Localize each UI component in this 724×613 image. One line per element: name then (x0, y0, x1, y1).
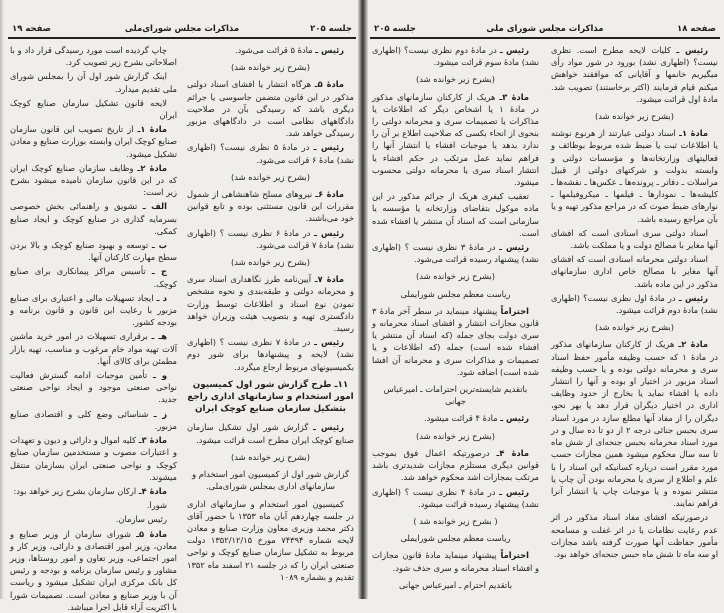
speaker-or-article-label: هـ ـ (151, 331, 167, 342)
paragraph-text: شورا. (146, 500, 167, 511)
speaker-or-article-label: مادهٔ ۳ـ (138, 435, 168, 446)
paragraph-text: هریک از کارکنان سازمانهای مذکور در مادهٔ ۱ یا اشخاص دیگر که اطلاعات یا مذاکرات یا تصمیمات سری و محرمانه دولتی را بنحوی از انحاء بکسی که صلاحیت اطلاع بر آن را ندارد بدهد یا موجبات افشاء یا انتشار آنها را فراهم نماید عمل مرتکب در حکم افشاء یا انتشار اسناد سری یا محرمانه دولتی محسوب میشود. (372, 91, 539, 188)
paragraph-text: گزارش شور اول از کمیسیون امور استخدام و سازمانهای اداری بمجلس شورای‌ملی. (192, 469, 349, 492)
speaker-or-article-label: رئیس ـ (499, 486, 529, 497)
paragraph-text: هریک از کارکنان سازمانهای مذکور در مادهٔ ۱ که حسب وظیفه مأمور حفظ اسناد سری و محرمانه دولتی بوده و یا حسب وظیفه اسناد مزبور در اختیار او بوده و آنها را انتشار داده یا افشاء نماید یا بخارج از حدود وظایف اداری در اختیار دیگران قرار دهد یا بهر نحو، دیگران را از مفاد آنها مطلع سازد در مورد اسناد سری بحبس جنائی درجه ۲ از دو تا ده سال و در مورد اسناد محرمانه بحبس جنحه‌ای از شش ماه تا سه سال محکوم میشود همین مجازات حسب مورد مقرر است درباره کسانیکه این اسناد را با علم و اطلاع از سری یا محرمانه بودن آن چاپ یا منتشر نموده و یا موجبات چاپ یا انتشار آنرا فراهم نمایند. (551, 339, 719, 509)
paragraph-text: (بشرح زیر خوانده شد) (416, 271, 495, 282)
paragraph (187, 421, 354, 445)
paragraph-text: پیشنهاد مینماید در سطر آخر مادهٔ ۳ قانون مجازات انتشار و افشای اسناد محرمانه و سری دولت بجای جمله (که اسناد آن منتشر یا افشاء شده است) جمله (که اطلاعات و یا تصمیمات و مذاکرات سری و محرمانه آن افشا شده است) اضافه شود. (372, 305, 539, 377)
paragraph-text: درصورتیکه افشای مفاد اسناد مذکور در اثر عدم رعایت نظامات یا در اثر غفلت و مسامحه مأمور حفاظت آنها صورت گرفته باشد مجازات او سه ماه تا شش ماه حبس جنحه‌ای خواهد بود. (551, 512, 718, 559)
speaker-or-article-label: مادهٔ ۴ـ (496, 447, 530, 458)
paragraph-text: ریاست معظم مجلس شورایملی (400, 288, 511, 299)
paragraph-text: ارکان سازمان بشرح زیر خواهد بود: (13, 485, 137, 496)
paragraph (187, 141, 354, 165)
paragraph-text: تأسیس مراکز پیمانکاری برای صنایع کوچک. (10, 266, 177, 289)
paragraph (10, 200, 177, 237)
paragraph (10, 70, 177, 94)
paragraph (187, 336, 354, 373)
speaker-or-article-label: مادهٔ ۴ـ (138, 485, 167, 496)
paragraph (187, 227, 354, 251)
paragraph (187, 188, 354, 225)
paragraph-text: اسناد دولتی سری اسنادی است که افشای آنها مغایر با مصالح دولت و یا مملکت باشد. (551, 227, 718, 251)
paragraph (10, 499, 177, 511)
paragraph-text: کلیات لایحه مطرح است. نظری نیست؟ (اظهاری نشد) بورود در شور مواد رأی میگیریم خانمها و آقایانی که موافقند خواهش میکنم قیام فرمایند (اکثر برخاستند) تصویب شد. مادهٔ اول قرائت میشود. (551, 45, 718, 104)
paragraph (372, 305, 539, 378)
paragraph (551, 253, 718, 290)
running-title: مذاکرات مجلس شورای‌ملی (124, 24, 240, 34)
speaker-or-article-label: رئیس ـ (676, 45, 708, 55)
running-title: مذاکرات مجلس شورای ملی (486, 24, 604, 34)
speaker-or-article-label: ج ـ (151, 266, 167, 277)
paragraph-text: تأمین موجبات ادامه گسترش فعالیت نواحی صنعتی موجود و ایجاد نواحی صنعتی جدید. (10, 370, 177, 405)
paragraph-text: در مادهٔ دوم نظری نیست؟ (اظهاری نشد) مادهٔ سوم قرائت میشود. (372, 45, 539, 68)
paragraph (10, 408, 177, 432)
paragraph-text: برقراری تسهیلات در امور خرید ماشین آلات تهیه مواد خام مرغوب و مناسب، تهیه بازار مطمئن برای کالای آنها. (10, 331, 177, 366)
speaker-or-article-label: مادهٔ ۱ـ (137, 124, 168, 135)
speaker-or-article-label: و ـ (152, 370, 167, 381)
speaker-or-article-label: مادهٔ ۶ـ (315, 189, 345, 200)
paragraph-text: تشویق و راهنمائی بخش خصوصی بسرمایه گذاری در صنایع کوچک و ایجاد صنایع کمکی. (10, 201, 177, 236)
speaker-or-article-label: رئیس ـ (678, 292, 709, 303)
reading-note (551, 110, 718, 122)
paragraph-text: توسعه و بهبود صنایع کوچک و بالا بردن سطح مهارت کارکنان آنها. (10, 240, 177, 263)
paragraph-text: باتقدیم شایسته‌ترین احترامات ـ امیرعباس جهانی (383, 384, 528, 407)
paragraph (10, 513, 177, 525)
speaker-or-article-label: رئیس ـ (314, 227, 344, 238)
page-header (8, 22, 356, 36)
paragraph-text: هرگاه انتشار یا افشای اسناد دولتی مذکور در این قانون متضمن جاسوسی یا جرائم دیگری باشد که رسیدگی بآن در صلاحیت دادگاههای نظامی است در دادگاههای مزبور رسیدگی خواهد شد. (187, 79, 354, 139)
speaker-or-article-label: رئیس ـ (499, 242, 529, 253)
speaker-or-article-label: رئیس ـ (313, 142, 344, 153)
speaker-or-article-label: د ـ (156, 292, 167, 303)
session-number: جلسه ۲۰۵ (310, 24, 352, 34)
paragraph-text: گزارش شور اول تشکیل سازمان صنایع کوچک ایران مطرح است قرائت میشود. (187, 422, 354, 445)
paragraph (551, 227, 718, 251)
paragraph (10, 292, 177, 329)
reading-note (372, 73, 539, 85)
paragraph-text: رئیس سازمان. (115, 514, 167, 525)
paragraph-text: در مادهٔ ۷ نظری نیست ؟ (اظهاری نشد) لایحه و پیشنهادها برای شور دوم بکمیسیونهای مربوط ارجاع میگردد. (187, 337, 354, 372)
text-column (372, 44, 539, 589)
paragraph (372, 549, 539, 573)
speaker-or-article-label: احتراماً (500, 550, 529, 561)
paragraph-text: (بشرح زیر خوانده شد) (231, 62, 310, 73)
speaker-or-article-label: رئیس ـ (314, 337, 344, 348)
paragraph (372, 383, 539, 407)
paragraph (372, 412, 539, 424)
paragraph-text: در مادهٔ اول نظری نیست؟ (اظهاری نشد) مادهٔ دوم قرائت میشود. (551, 292, 718, 316)
scan-edge (0, 0, 4, 599)
paragraph (10, 239, 177, 263)
section-heading (187, 379, 354, 416)
paragraph (10, 97, 177, 121)
paragraph (10, 528, 177, 613)
header-rule (8, 37, 356, 39)
paragraph (372, 44, 539, 68)
paragraph (187, 78, 354, 139)
paragraph (187, 498, 354, 583)
paragraph-text: چاپ گردیده است مورد رسیدگی قرار داد و با اصلاحاتی بشرح زیر تصویب کرد. (10, 45, 177, 68)
page-number: صفحه ۱۹ (12, 24, 51, 34)
paragraph-text: در مادهٔ ۶ نظری نیست ؟ (اظهاری نشد) مادهٔ ۷ قرائت می‌شود. (187, 227, 354, 250)
paragraph-text: ایجاد تسهیلات مالی و اعتباری برای صنایع مزبور با رعایت این قانون و قانون برنامه و بودجه کشور. (10, 292, 177, 328)
paragraph (187, 44, 354, 56)
paragraph-text: ( بشرح زیر خوانده شد ) (413, 515, 498, 526)
page-19 (8, 0, 356, 612)
paragraph (551, 338, 718, 509)
paragraph (372, 288, 539, 300)
header-rule (370, 37, 720, 39)
paragraph-text: لایحه قانون تشکیل سازمان صنایع کوچک ایران (10, 97, 177, 121)
speaker-or-article-label: الف ـ (142, 201, 167, 212)
speaker-or-article-label: مادهٔ ۳ـ (499, 91, 530, 102)
reading-note (372, 270, 539, 282)
reading-note (187, 451, 354, 463)
paragraph (187, 273, 354, 334)
speaker-or-article-label: ز ـ (153, 408, 168, 419)
reading-note (551, 321, 718, 333)
page-18 (370, 0, 720, 599)
paragraph (10, 123, 177, 160)
paragraph-text: تعقیب کیفری هریک از جرائم مذکور در این ماده موکول بتقاضای وزارتخانه یا مؤسسه یا سازمانی است که اسناد آن منتشر یا افشاء شده است. (372, 191, 539, 238)
paragraph (551, 511, 718, 560)
reading-note (187, 61, 354, 73)
speaker-or-article-label: ب ـ (151, 240, 168, 251)
reading-note (372, 430, 539, 442)
text-column (187, 44, 354, 589)
paragraph (372, 190, 539, 239)
book-gutter (358, 0, 368, 599)
paragraph (10, 485, 177, 497)
paragraph (372, 486, 539, 510)
paragraph-text: وظایف سازمان صنایع کوچک ایران که در این قانون سازمان نامیده میشود بشرح زیر است: (10, 162, 177, 198)
paragraph-text: کلیه اموال و دارائی و دیون و تعهدات و اعتبارات مصوب و مستخدمین سازمان صنایع کوچک و نواحی صنعتی ایران بسازمان منتقل میشوند. (10, 435, 177, 482)
paragraph (372, 532, 539, 544)
speaker-or-article-label: مادهٔ ۵ـ (314, 79, 345, 90)
paragraph-text: در مادهٔ ۵ نظری نیست؟ (اظهاری نشد) مادهٔ ۶ قرائت می‌شود. (187, 142, 354, 165)
paragraph-text: در مادهٔ ۴ نظری نیست ؟ (اظهاری نشد) پیشنهاد رسیده قرائت میشود. (372, 486, 539, 509)
paragraph-text: از تاریخ تصویب این قانون سازمان صنایع کوچک ایران وابسته بوزارت صنایع و معادن تشکیل میشود. (10, 124, 177, 159)
speaker-or-article-label: رئیس ـ (313, 422, 345, 433)
speaker-or-article-label: رئیس ـ (315, 45, 344, 55)
speaker-or-article-label: مادهٔ ۲ـ (137, 162, 168, 173)
paragraph (10, 162, 177, 199)
paragraph-text: مادهٔ ۵ قرائت می‌شود. (234, 45, 313, 55)
paragraph-text: نیروهای مسلح شاهنشاهی از شمول مقررات این قانون مستثنی بوده و تابع قوانین خود می‌باشند. (187, 189, 354, 224)
page-number: صفحه ۱۸ (677, 24, 716, 34)
paragraph (551, 292, 718, 316)
paragraph-text: شناسائی وضع کلی و اقتصادی صنایع مزبور. (10, 408, 177, 431)
paragraph (372, 579, 539, 591)
text-column (10, 44, 177, 612)
speaker-or-article-label: مادهٔ ۵ـ (136, 528, 168, 539)
speaker-or-article-label: احتراماً (500, 305, 530, 316)
reading-note (187, 256, 354, 268)
paragraph-text: در مادهٔ ۳ نظری نیست ؟ (اظهاری نشد) پیشنهاد رسیده قرائت می‌شود. (372, 242, 539, 265)
paragraph-text: اسناد دولتی محرمانه اسنادی است که افشای آنها مغایر با مصالح خاص اداری سازمانهای مذکور در این ماده باشد. (551, 254, 718, 289)
paragraph (10, 369, 177, 406)
session-number: جلسه ۲۰۵ (374, 24, 416, 34)
paragraph (372, 241, 539, 265)
paragraph (551, 44, 718, 105)
page-header (370, 22, 720, 36)
paragraph-text: (بشرح زیر خوانده شد) (416, 430, 495, 441)
paragraph-text: شورای سازمان از وزیر صنایع و معادن، وزیر امور اقتصادی و دارائی، وزیر کار و امور اجتماعی، وزیر تعاون و امور روستاها، وزیر مشاور و رئیس سازمان برنامه و بودجه و رئیس کل بانک مرکزی ایران تشکیل میشود و ریاست آن با وزیر صنایع و معادن است. تصمیمات شورا با اکثریت آراء قابل اجرا میباشد. (10, 528, 177, 612)
paragraph-text: (بشرح زیر خوانده شد) (231, 257, 310, 268)
paragraph-text: (بشرح زیر خوانده شد) (595, 111, 674, 122)
paragraph-text: درصورتیکه اعمال فوق بموجب قوانین دیگری مستلزم مجازات شدیدتری باشد مرتکب بمجازات اشد محکوم خواهد شد. (372, 447, 539, 483)
speaker-or-article-label: مادهٔ ۷ـ (314, 274, 344, 285)
paragraph (10, 265, 177, 289)
speaker-or-article-label: مادهٔ ۲ـ (678, 339, 709, 350)
paragraph-text: (بشرح زیر خوانده شد) (416, 74, 495, 85)
paragraph-text: کمیسیون امور استخدام و سازمانهای اداری در جلسه چهاردهم آبان ماه ۱۳۵۳ با حضور آقای دکتر محمد وزیری معاون وزارت صنایع و معادن لایحه شماره ۷۴۳۹۴ مورخ ۱۳۵۲/۱۲/۱۵ دولت مربوط به تشکیل سازمان صنایع کوچک و نواحی صنعتی ایران را که در جلسه ۲۱ اسفند ماه ۱۳۵۲ تقدیم و بشماره ۱۰۸۹ (187, 498, 355, 582)
paragraph-text: اسناد دولتی عبارتند از هرنوع نوشته یا اطلاعات ثبت یا ضبط شده مربوط بوظائف و فعالیتهای وزارتخانه‌ها و مؤسسات دولتی و وابسته بدولت و شرکتهای دولتی از قبیل مراسلات ـ دفاتر ـ پرونده‌ها ـ عکس‌ها ـ نقشه‌ها ـ کلیشه‌ها ـ نمودارها ـ فیلمها ـ میکروفیلمها ـ نوارهای ضبط صوت که در مراجع مذکور تهیه و یا بآن مراجع رسیده باشد. (551, 128, 718, 224)
paragraph (10, 434, 177, 483)
reading-note (187, 171, 354, 183)
paragraph-text: (بشرح زیر خوانده شد) (595, 322, 674, 333)
paragraph-text: ۱۱ـ طرح گزارش شور اول کمیسیون امور استخدام و سازمانهای اداری راجع بتشکیل سازمان صنایع کوچک ایران (187, 379, 354, 415)
text-column (551, 44, 718, 589)
paragraph (10, 330, 177, 367)
paragraph (10, 44, 177, 68)
paragraph-text: آیین‌نامه طرز نگاهداری اسناد سری و محرمانه دولتی و طبقه‌بندی و نحوه مشخص نمودن نوع اسناد و اطلاعات توسط وزارت دادگستری تهیه و بتصویب هیئت وزیران خواهد رسید. (187, 274, 354, 334)
paragraph-text: ریاست معظم مجلس شورایملی (400, 533, 511, 544)
speaker-or-article-label: مادهٔ ۱ـ (679, 128, 709, 139)
paragraph-text: اینک گزارش شور اول آن را بمجلس شورای ملی تقدیم میدارد. (10, 71, 177, 94)
speaker-or-article-label: رئیس ـ (499, 45, 529, 55)
paragraph-text: (بشرح زیر خوانده شد) (231, 171, 310, 182)
paragraph-text: (بشرح زیر خوانده شد) (231, 451, 310, 462)
paragraph (551, 127, 718, 225)
reading-note (372, 515, 539, 527)
paragraph-text: پیشنهاد مینماید مادهٔ قانون مجازات و افشاء اسناد محرمانه و سری حذف شود. (372, 550, 539, 573)
paragraph-text: باتقدیم احترام ـ امیرعباس جهانی (398, 579, 513, 590)
paragraph (372, 447, 539, 484)
paragraph (372, 91, 539, 189)
speaker-or-article-label: رئیس ـ (500, 413, 529, 424)
paragraph-text: مادهٔ ۴ قرائت میشود. (423, 413, 498, 424)
paragraph (187, 468, 354, 492)
